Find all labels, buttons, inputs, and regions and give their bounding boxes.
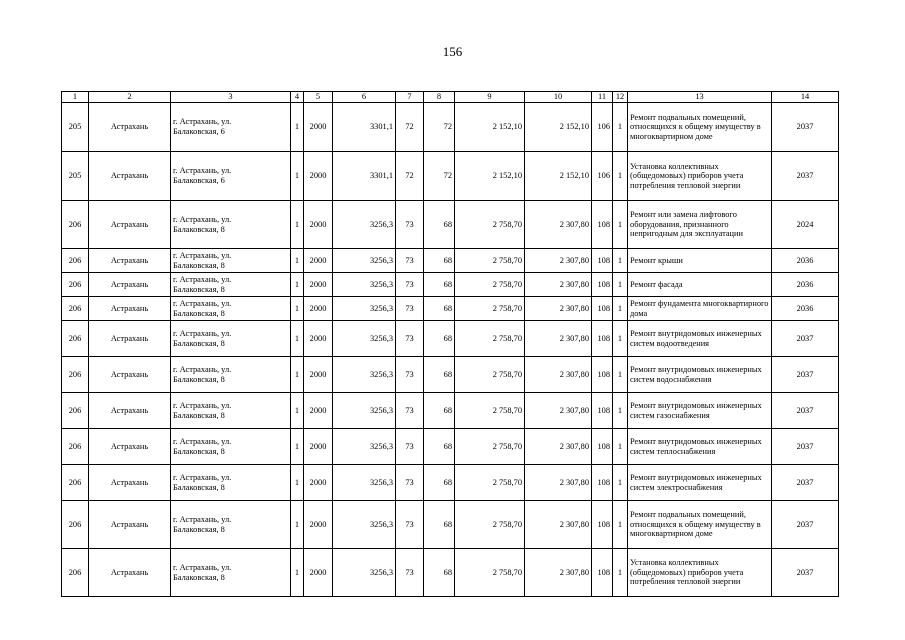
plan-year-cell: 2037 <box>772 465 839 501</box>
col8-cell: 68 <box>424 465 455 501</box>
column-header: 13 <box>628 92 772 103</box>
work-type-cell: Установка коллективных (общедомовых) приборов учета потребления тепловой энергии <box>628 549 772 597</box>
col7-cell: 73 <box>396 501 424 549</box>
city-cell: Астрахань <box>89 103 171 152</box>
col12-cell: 1 <box>613 103 628 152</box>
col11-cell: 108 <box>592 465 613 501</box>
col9-cell: 2 758,70 <box>455 297 525 321</box>
table-row <box>62 273 839 297</box>
plan-year-cell: 2037 <box>772 103 839 152</box>
address-line-1: г. Астрахань, ул. <box>173 562 232 572</box>
col10-cell: 2 152,10 <box>525 103 592 152</box>
address-line-2: Балаковская, 8 <box>173 572 225 582</box>
row-number: 206 <box>62 201 89 249</box>
col10-cell: 2 307,80 <box>525 321 592 357</box>
address-line-2: Балаковская, 8 <box>173 482 225 492</box>
address-line-1: г. Астрахань, ул. <box>173 514 232 524</box>
address-line-1: г. Астрахань, ул. <box>173 436 232 446</box>
area-cell: 3256,3 <box>333 393 396 429</box>
col8-cell: 68 <box>424 249 455 273</box>
col9-cell: 2 758,70 <box>455 501 525 549</box>
table-row <box>62 465 839 501</box>
col4-cell: 1 <box>291 201 304 249</box>
col7-cell: 73 <box>396 321 424 357</box>
address-line-2: Балаковская, 8 <box>173 446 225 456</box>
area-cell: 3256,3 <box>333 297 396 321</box>
plan-year-cell: 2037 <box>772 429 839 465</box>
city-cell: Астрахань <box>89 249 171 273</box>
col10-cell: 2 307,80 <box>525 549 592 597</box>
table-row <box>62 201 839 249</box>
city-cell: Астрахань <box>89 201 171 249</box>
work-type-cell: Ремонт внутридомовых инженерных систем водоотведения <box>628 321 772 357</box>
address-line-2: Балаковская, 8 <box>173 308 225 318</box>
column-header: 14 <box>772 92 839 103</box>
city-cell: Астрахань <box>89 393 171 429</box>
city-cell: Астрахань <box>89 357 171 393</box>
col10-cell: 2 152,10 <box>525 152 592 201</box>
col12-cell: 1 <box>613 321 628 357</box>
year-cell: 2000 <box>304 321 333 357</box>
col12-cell: 1 <box>613 297 628 321</box>
row-number: 206 <box>62 297 89 321</box>
address-cell <box>171 429 291 465</box>
col12-cell: 1 <box>613 465 628 501</box>
col12-cell: 1 <box>613 393 628 429</box>
address-line-2: Балаковская, 6 <box>173 176 225 185</box>
year-cell: 2000 <box>304 249 333 273</box>
col11-cell: 108 <box>592 249 613 273</box>
area-cell: 3256,3 <box>333 321 396 357</box>
col9-cell: 2 758,70 <box>455 273 525 297</box>
col9-cell: 2 758,70 <box>455 429 525 465</box>
col11-cell: 108 <box>592 429 613 465</box>
col4-cell: 1 <box>291 273 304 297</box>
address-line-1: г. Астрахань, ул. <box>173 298 232 308</box>
address-line-1: г. Астрахань, ул. <box>173 250 232 260</box>
address-line-1: г. Астрахань, ул. <box>173 472 232 482</box>
col7-cell: 73 <box>396 429 424 465</box>
col9-cell: 2 758,70 <box>455 393 525 429</box>
col9-cell: 2 152,10 <box>455 103 525 152</box>
col10-cell: 2 307,80 <box>525 297 592 321</box>
col8-cell: 68 <box>424 321 455 357</box>
row-number: 206 <box>62 357 89 393</box>
table-row <box>62 297 839 321</box>
row-number: 206 <box>62 501 89 549</box>
address-cell <box>171 103 291 152</box>
plan-year-cell: 2036 <box>772 249 839 273</box>
col10-cell: 2 307,80 <box>525 357 592 393</box>
column-header: 8 <box>424 92 455 103</box>
col8-cell: 68 <box>424 393 455 429</box>
column-header: 9 <box>455 92 525 103</box>
work-type-cell: Ремонт фасада <box>628 273 772 297</box>
plan-year-cell: 2037 <box>772 393 839 429</box>
address-cell <box>171 273 291 297</box>
column-header: 1 <box>62 92 89 103</box>
address-cell <box>171 393 291 429</box>
address-cell <box>171 152 291 201</box>
year-cell: 2000 <box>304 357 333 393</box>
col7-cell: 73 <box>396 249 424 273</box>
area-cell: 3256,3 <box>333 249 396 273</box>
table-row <box>62 103 839 152</box>
col4-cell: 1 <box>291 297 304 321</box>
address-line-1: г. Астрахань, ул. <box>173 400 232 410</box>
col12-cell: 1 <box>613 357 628 393</box>
col12-cell: 1 <box>613 249 628 273</box>
work-type-cell: Ремонт или замена лифтового оборудования, признанного непригодным для эксплуатации <box>628 201 772 249</box>
col11-cell: 108 <box>592 201 613 249</box>
col7-cell: 72 <box>396 103 424 152</box>
address-line-2: Балаковская, 8 <box>173 224 225 234</box>
col11-cell: 108 <box>592 297 613 321</box>
col8-cell: 72 <box>424 103 455 152</box>
col8-cell: 68 <box>424 501 455 549</box>
col9-cell: 2 758,70 <box>455 201 525 249</box>
row-number: 206 <box>62 249 89 273</box>
address-line-2: Балаковская, 8 <box>173 410 225 420</box>
col7-cell: 73 <box>396 393 424 429</box>
col12-cell: 1 <box>613 549 628 597</box>
year-cell: 2000 <box>304 429 333 465</box>
year-cell: 2000 <box>304 549 333 597</box>
work-type-cell: Ремонт внутридомовых инженерных систем водоснабжения <box>628 357 772 393</box>
col10-cell: 2 307,80 <box>525 273 592 297</box>
address-line-2: Балаковская, 8 <box>173 338 225 348</box>
year-cell: 2000 <box>304 297 333 321</box>
col12-cell: 1 <box>613 152 628 201</box>
plan-year-cell: 2024 <box>772 201 839 249</box>
address-line-1: г. Астрахань, ул. <box>173 166 232 176</box>
address-line-1: г. Астрахань, ул. <box>173 328 232 338</box>
address-cell <box>171 321 291 357</box>
col11-cell: 108 <box>592 549 613 597</box>
address-cell <box>171 297 291 321</box>
table-row <box>62 393 839 429</box>
year-cell: 2000 <box>304 103 333 152</box>
area-cell: 3256,3 <box>333 549 396 597</box>
city-cell: Астрахань <box>89 273 171 297</box>
address-line-1: г. Астрахань, ул. <box>173 214 232 224</box>
col12-cell: 1 <box>613 201 628 249</box>
address-cell <box>171 465 291 501</box>
plan-year-cell: 2037 <box>772 357 839 393</box>
work-type-cell: Ремонт подвальных помещений, относящихся к общему имуществу в многоквартирном доме <box>628 501 772 549</box>
area-cell: 3301,1 <box>333 152 396 201</box>
col4-cell: 1 <box>291 103 304 152</box>
row-number: 206 <box>62 321 89 357</box>
col11-cell: 108 <box>592 321 613 357</box>
column-header: 5 <box>304 92 333 103</box>
col4-cell: 1 <box>291 501 304 549</box>
column-header: 6 <box>333 92 396 103</box>
area-cell: 3256,3 <box>333 465 396 501</box>
column-header: 10 <box>525 92 592 103</box>
column-header: 4 <box>291 92 304 103</box>
table-row <box>62 501 839 549</box>
col4-cell: 1 <box>291 393 304 429</box>
area-cell: 3256,3 <box>333 201 396 249</box>
col9-cell: 2 758,70 <box>455 357 525 393</box>
row-number: 205 <box>62 103 89 152</box>
address-line-1: г. Астрахань, ул. <box>173 274 232 284</box>
col12-cell: 1 <box>613 429 628 465</box>
area-cell: 3256,3 <box>333 357 396 393</box>
row-number: 206 <box>62 549 89 597</box>
area-cell: 3256,3 <box>333 429 396 465</box>
col7-cell: 73 <box>396 549 424 597</box>
col9-cell: 2 758,70 <box>455 321 525 357</box>
row-number: 205 <box>62 152 89 201</box>
work-type-cell: Ремонт фундамента многоквартирного дома <box>628 297 772 321</box>
area-cell: 3256,3 <box>333 501 396 549</box>
city-cell: Астрахань <box>89 429 171 465</box>
col8-cell: 68 <box>424 201 455 249</box>
year-cell: 2000 <box>304 152 333 201</box>
year-cell: 2000 <box>304 393 333 429</box>
page-number: 156 <box>442 44 463 59</box>
col11-cell: 106 <box>592 103 613 152</box>
row-number: 206 <box>62 273 89 297</box>
col10-cell: 2 307,80 <box>525 501 592 549</box>
column-header: 3 <box>171 92 291 103</box>
address-cell <box>171 501 291 549</box>
col4-cell: 1 <box>291 549 304 597</box>
table-row <box>62 549 839 597</box>
col9-cell: 2 758,70 <box>455 249 525 273</box>
plan-year-cell: 2037 <box>772 152 839 201</box>
col8-cell: 68 <box>424 357 455 393</box>
col7-cell: 73 <box>396 273 424 297</box>
work-type-cell: Ремонт внутридомовых инженерных систем теплоснабжения <box>628 429 772 465</box>
address-cell <box>171 249 291 273</box>
col11-cell: 106 <box>592 152 613 201</box>
address-line-2: Балаковская, 8 <box>173 524 225 534</box>
col8-cell: 68 <box>424 297 455 321</box>
col11-cell: 108 <box>592 273 613 297</box>
col4-cell: 1 <box>291 357 304 393</box>
table-row <box>62 357 839 393</box>
city-cell: Астрахань <box>89 152 171 201</box>
address-cell <box>171 357 291 393</box>
col4-cell: 1 <box>291 429 304 465</box>
col10-cell: 2 307,80 <box>525 201 592 249</box>
row-number: 206 <box>62 465 89 501</box>
address-line-2: Балаковская, 8 <box>173 374 225 384</box>
column-header: 7 <box>396 92 424 103</box>
col7-cell: 73 <box>396 357 424 393</box>
address-line-2: Балаковская, 8 <box>173 284 225 294</box>
work-type-cell: Ремонт внутридомовых инженерных систем электроснабжения <box>628 465 772 501</box>
col11-cell: 108 <box>592 501 613 549</box>
city-cell: Астрахань <box>89 501 171 549</box>
col9-cell: 2 152,10 <box>455 152 525 201</box>
plan-year-cell: 2036 <box>772 297 839 321</box>
col7-cell: 73 <box>396 297 424 321</box>
address-line-1: г. Астрахань, ул. <box>173 117 232 127</box>
area-cell: 3301,1 <box>333 103 396 152</box>
area-cell: 3256,3 <box>333 273 396 297</box>
column-header: 12 <box>613 92 628 103</box>
plan-year-cell: 2037 <box>772 549 839 597</box>
year-cell: 2000 <box>304 273 333 297</box>
col8-cell: 72 <box>424 152 455 201</box>
year-cell: 2000 <box>304 201 333 249</box>
col10-cell: 2 307,80 <box>525 429 592 465</box>
year-cell: 2000 <box>304 501 333 549</box>
year-cell: 2000 <box>304 465 333 501</box>
work-type-cell: Ремонт внутридомовых инженерных систем газоснабжения <box>628 393 772 429</box>
work-type-cell: Ремонт подвальных помещений, относящихся к общему имуществу в многоквартирном доме <box>628 103 772 152</box>
plan-year-cell: 2037 <box>772 501 839 549</box>
col7-cell: 72 <box>396 152 424 201</box>
col8-cell: 68 <box>424 549 455 597</box>
plan-year-cell: 2036 <box>772 273 839 297</box>
row-number: 206 <box>62 429 89 465</box>
col11-cell: 108 <box>592 357 613 393</box>
col9-cell: 2 758,70 <box>455 465 525 501</box>
table-row <box>62 152 839 201</box>
col10-cell: 2 307,80 <box>525 465 592 501</box>
col8-cell: 68 <box>424 429 455 465</box>
col4-cell: 1 <box>291 321 304 357</box>
col4-cell: 1 <box>291 249 304 273</box>
address-line-2: Балаковская, 6 <box>173 127 225 136</box>
col7-cell: 73 <box>396 465 424 501</box>
city-cell: Астрахань <box>89 321 171 357</box>
address-line-2: Балаковская, 8 <box>173 260 225 270</box>
col10-cell: 2 307,80 <box>525 249 592 273</box>
column-header: 2 <box>89 92 171 103</box>
work-type-cell: Установка коллективных (общедомовых) приборов учета потребления тепловой энергии <box>628 152 772 201</box>
col12-cell: 1 <box>613 273 628 297</box>
plan-year-cell: 2037 <box>772 321 839 357</box>
table-row <box>62 249 839 273</box>
work-type-cell: Ремонт крыши <box>628 249 772 273</box>
address-cell <box>171 201 291 249</box>
city-cell: Астрахань <box>89 549 171 597</box>
col11-cell: 108 <box>592 393 613 429</box>
col8-cell: 68 <box>424 273 455 297</box>
column-header: 11 <box>592 92 613 103</box>
address-cell <box>171 549 291 597</box>
col4-cell: 1 <box>291 152 304 201</box>
city-cell: Астрахань <box>89 297 171 321</box>
city-cell: Астрахань <box>89 465 171 501</box>
table-row <box>62 429 839 465</box>
col12-cell: 1 <box>613 501 628 549</box>
table-row <box>62 321 839 357</box>
col9-cell: 2 758,70 <box>455 549 525 597</box>
col7-cell: 73 <box>396 201 424 249</box>
header-row <box>62 92 839 103</box>
row-number: 206 <box>62 393 89 429</box>
data-table <box>61 91 839 597</box>
col10-cell: 2 307,80 <box>525 393 592 429</box>
col4-cell: 1 <box>291 465 304 501</box>
address-line-1: г. Астрахань, ул. <box>173 364 232 374</box>
